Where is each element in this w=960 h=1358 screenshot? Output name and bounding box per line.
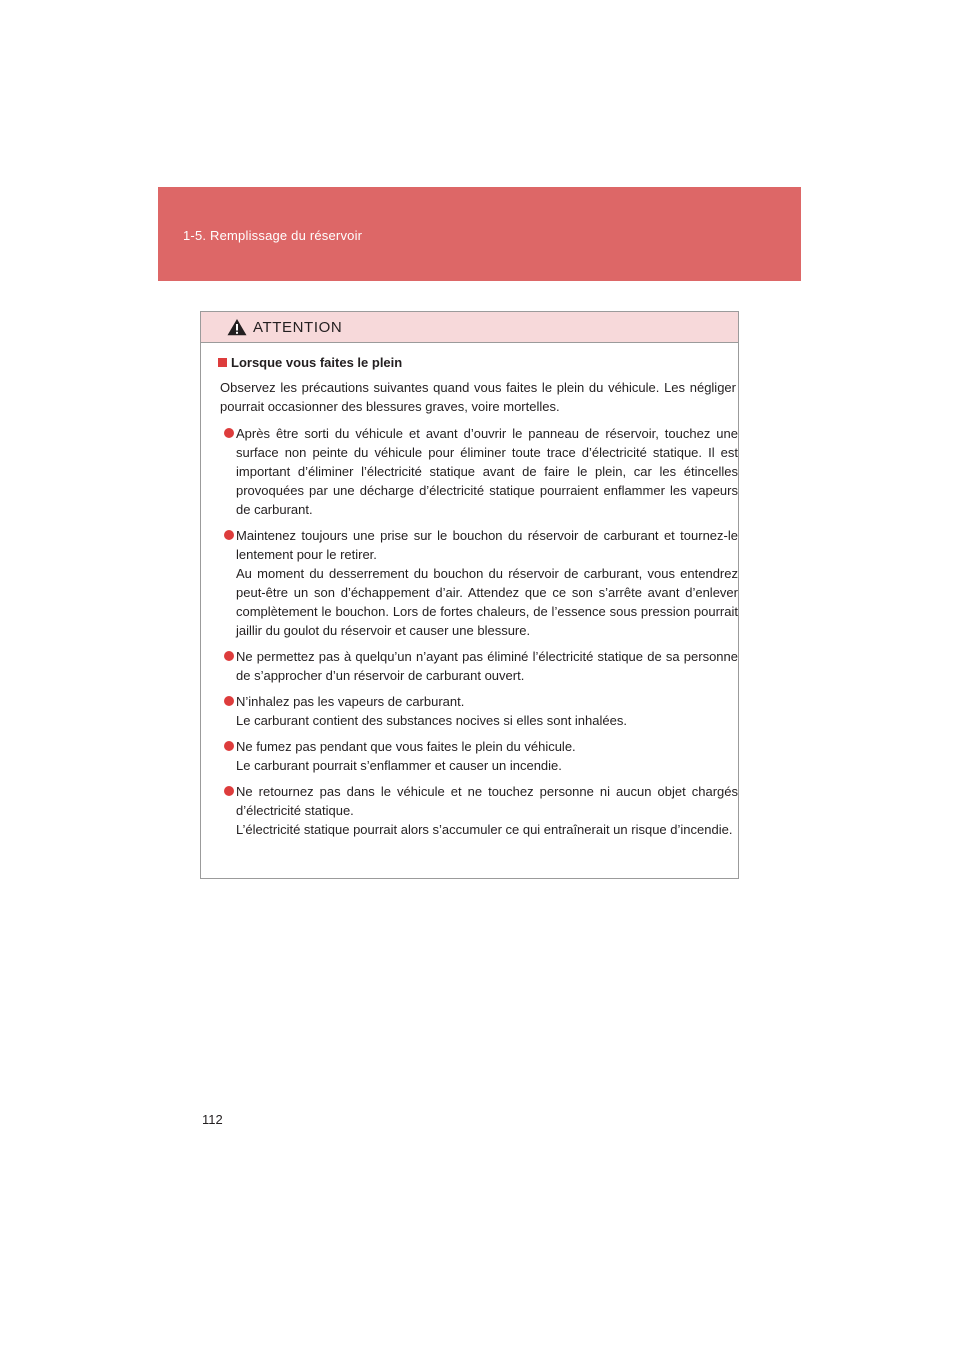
precaution-list xyxy=(218,424,738,839)
list-item xyxy=(218,526,738,640)
bullet-icon xyxy=(224,696,234,706)
warning-subheading xyxy=(218,355,738,370)
section-title: 1-5. Remplissage du réservoir xyxy=(183,228,363,243)
item-detail: Le carburant pourrait s’enflammer et causer un incendie. xyxy=(236,758,562,773)
bullet-icon xyxy=(224,651,234,661)
item-text: Après être sorti du véhicule et avant d’ouvrir le panneau de réservoir, touchez une surface non peinte du véhicule pour éliminer toute trace d’électricité statique. Il est important d’éliminer l’électricité statique avant de faire le plein, car les étincelles provoquées par une décharge d’électricité statique pourraient enflammer les vapeurs de carburant. xyxy=(236,426,738,517)
warning-label: ATTENTION xyxy=(253,318,343,336)
warning-subheading-text: Lorsque vous faites le plein xyxy=(231,355,403,370)
page-number: 112 xyxy=(202,1112,223,1127)
bullet-icon xyxy=(224,530,234,540)
item-detail: L’électricité statique pourrait alors s’accumuler ce qui entraînerait un risque d’incendie. xyxy=(236,822,733,837)
list-item xyxy=(218,424,738,519)
warning-intro: Observez les précautions suivantes quand vous faites le plein du véhicule. Les négliger pourrait occasionner des blessures graves, voire mortelles. xyxy=(220,380,736,414)
item-text: Maintenez toujours une prise sur le bouchon du réservoir de carburant et tournez-le lentement pour le retirer. xyxy=(236,528,738,562)
item-text: N’inhalez pas les vapeurs de carburant. xyxy=(236,694,465,709)
item-text: Ne fumez pas pendant que vous faites le plein du véhicule. xyxy=(236,739,576,754)
list-item xyxy=(218,782,738,839)
item-text: Ne permettez pas à quelqu’un n’ayant pas éliminé l’électricité statique de sa personne de s’approcher d’un réservoir de carburant ouvert. xyxy=(236,649,738,683)
bullet-icon xyxy=(224,786,234,796)
bullet-icon xyxy=(224,428,234,438)
list-item xyxy=(218,737,738,775)
item-detail: Le carburant contient des substances nocives si elles sont inhalées. xyxy=(236,713,627,728)
warning-header xyxy=(201,312,738,343)
warning-triangle-icon xyxy=(227,318,247,336)
list-item xyxy=(218,647,738,685)
item-detail: Au moment du desserrement du bouchon du réservoir de carburant, vous entendrez peut-être un son d’échappement d’air. Attendez que ce son s’arrête avant d’enlever complètement le bouchon. Lors de fortes chaleurs, de l’essence sous pression pourrait jaillir du goulot du réservoir et causer une blessure. xyxy=(236,566,738,638)
list-item xyxy=(218,692,738,730)
item-text: Ne retournez pas dans le véhicule et ne touchez personne ni aucun objet chargés d’électricité statique. xyxy=(236,784,738,818)
warning-box xyxy=(200,311,739,879)
square-bullet-icon xyxy=(218,358,227,367)
bullet-icon xyxy=(224,741,234,751)
warning-body xyxy=(201,343,738,839)
